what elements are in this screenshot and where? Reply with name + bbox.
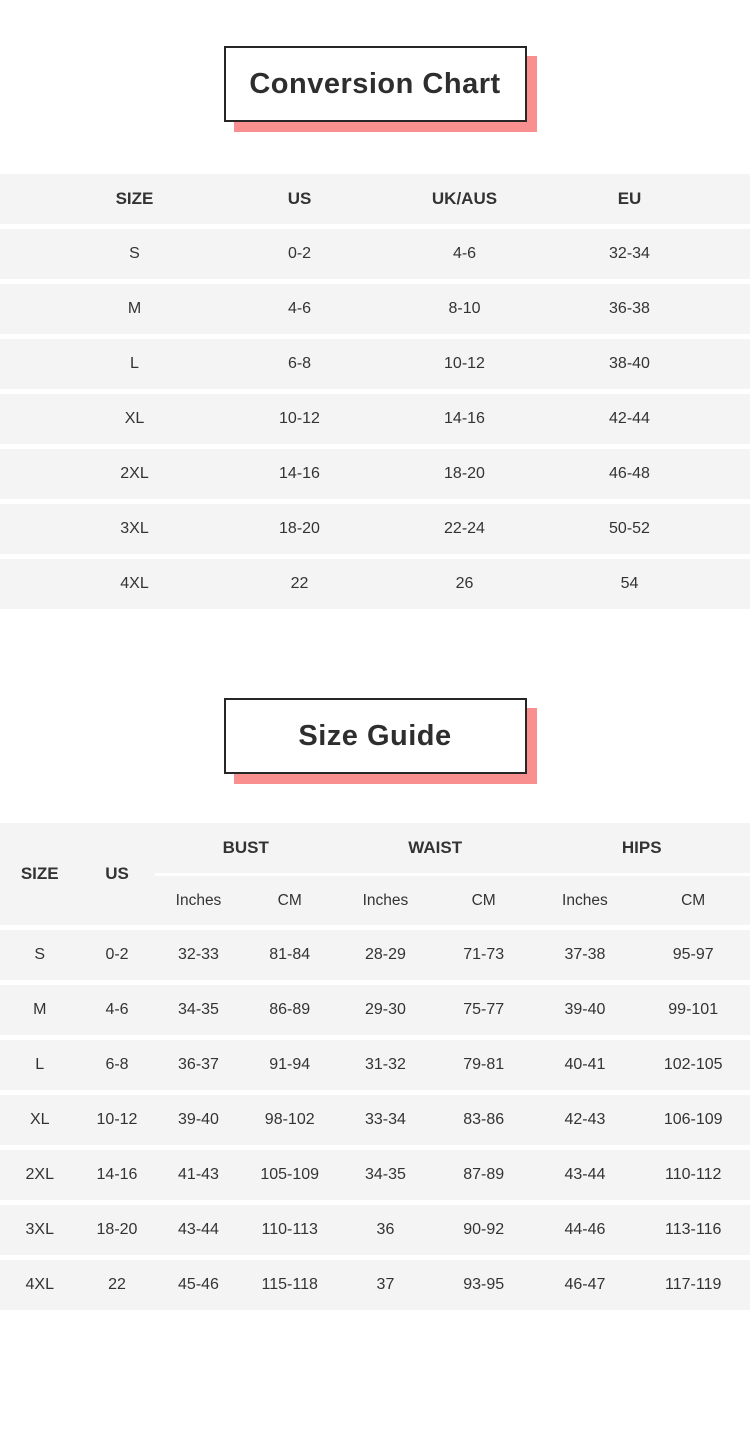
table-cell: 18-20 [444,465,485,482]
table-cell: 8-10 [448,300,481,317]
table-cell: 32-33 [178,946,219,963]
table-row [0,1040,750,1090]
subheader-hips-inches: Inches [562,891,608,909]
table-row [0,339,750,389]
table-cell: 41-43 [178,1166,219,1183]
table-cell: 6-8 [287,355,312,372]
table-cell: 42-43 [564,1111,606,1128]
table-cell: L [35,1056,45,1073]
table-cell: 29-30 [364,1001,406,1018]
column-header-us: US [287,189,312,208]
table-cell: 33-34 [364,1111,406,1128]
table-cell: 10-12 [96,1111,138,1128]
table-cell: 4XL [120,575,149,592]
size-guide-title: Size Guide [298,719,452,752]
table-cell: 28-29 [364,946,406,963]
table-cell: 31-32 [364,1056,406,1073]
column-header-eu: EU [617,189,642,208]
table-cell: 110-113 [261,1221,318,1238]
table-cell: 50-52 [609,520,650,537]
table-cell: 110-112 [665,1166,722,1183]
subheader-bust-cm: CM [277,891,302,909]
table-row [0,504,750,554]
table-cell: 40-41 [564,1056,606,1073]
table-cell: 2XL [120,465,149,482]
table-cell: 2XL [25,1166,54,1183]
table-cell: 117-119 [665,1276,722,1293]
table-cell: 0-2 [287,245,312,262]
column-header-ukaus: UK/AUS [431,189,498,208]
conversion-table-header-row [0,174,750,224]
table-cell: 44-46 [564,1221,606,1238]
table-row [0,559,750,609]
table-cell: 90-92 [463,1221,505,1238]
table-cell: 10-12 [444,355,485,372]
size-guide-table [0,823,750,1310]
table-cell: 46-47 [564,1276,606,1293]
column-header-size: SIZE [115,189,154,208]
table-cell: 4-6 [105,1001,129,1018]
table-cell: 95-97 [672,946,714,963]
table-cell: 83-86 [463,1111,505,1128]
table-row [0,394,750,444]
group-header-waist: WAIST [408,838,463,857]
size-guide-title-box [224,698,527,774]
table-cell: XL [124,410,145,427]
group-header-bust: BUST [222,838,269,857]
table-cell: 3XL [120,520,149,537]
table-cell: S [34,946,46,963]
table-cell: 39-40 [178,1111,219,1128]
conversion-table-body [0,229,750,609]
table-cell: 106-109 [663,1111,723,1128]
table-cell: 115-118 [261,1276,318,1293]
table-cell: 4-6 [287,300,312,317]
table-cell: XL [29,1111,50,1128]
column-header-us: US [105,864,129,883]
conversion-table [0,174,750,609]
table-row [0,449,750,499]
table-cell: 91-94 [269,1056,311,1073]
subheader-waist-inches: Inches [362,891,409,909]
table-cell: S [129,245,140,262]
size-guide-table-body [0,930,750,1310]
table-cell: 3XL [25,1221,54,1238]
table-cell: 81-84 [269,946,311,963]
table-cell: 71-73 [463,946,505,963]
subheader-bust-inches: Inches [175,891,222,909]
measurement-group-row [155,823,750,873]
table-cell: 43-44 [178,1221,219,1238]
table-cell: 34-35 [364,1166,406,1183]
table-cell: 14-16 [444,410,485,427]
table-cell: 26 [455,575,474,592]
table-cell: 45-46 [178,1276,219,1293]
unit-subheader-row [155,876,750,925]
table-cell: 54 [620,575,639,592]
table-cell: 32-34 [609,245,650,262]
table-cell: 46-48 [609,465,650,482]
table-row [0,930,750,980]
table-cell: 36-37 [178,1056,219,1073]
table-row [0,1205,750,1255]
table-cell: 10-12 [279,410,320,427]
table-cell: 22-24 [444,520,485,537]
size-guide-title-wrap [0,614,750,774]
table-cell: 79-81 [463,1056,505,1073]
table-cell: 98-102 [264,1111,315,1128]
table-cell: 0-2 [105,946,129,963]
measurement-columns-header [155,823,750,925]
table-cell: 113-116 [665,1221,722,1238]
table-cell: 14-16 [279,465,320,482]
table-row [0,1095,750,1145]
table-row [0,1260,750,1310]
table-cell: 105-109 [260,1166,320,1183]
table-cell: 75-77 [463,1001,505,1018]
table-row [0,985,750,1035]
table-cell: 36-38 [609,300,650,317]
table-row [0,284,750,334]
table-cell: 4XL [25,1276,54,1293]
conversion-chart-title-box [224,46,527,122]
table-cell: 37-38 [564,946,606,963]
table-cell: 42-44 [609,410,650,427]
subheader-hips-cm: CM [681,891,706,909]
table-cell: 86-89 [269,1001,311,1018]
table-cell: 18-20 [279,520,320,537]
size-guide-table-header [0,823,750,925]
table-row [0,229,750,279]
table-cell: 18-20 [96,1221,138,1238]
group-header-hips: HIPS [621,838,662,857]
table-cell: 22 [290,575,309,592]
table-cell: 93-95 [463,1276,505,1293]
table-row [0,1150,750,1200]
column-header-size: SIZE [20,864,59,883]
table-cell: 43-44 [564,1166,606,1183]
table-cell: M [127,300,142,317]
table-cell: 36 [376,1221,395,1238]
table-cell: 99-101 [668,1001,719,1018]
table-cell: 34-35 [178,1001,219,1018]
table-cell: L [130,355,139,372]
table-cell: M [33,1001,47,1018]
subheader-waist-cm: CM [471,891,496,909]
conversion-chart-title-wrap [0,0,750,122]
conversion-chart-title: Conversion Chart [249,67,501,100]
table-cell: 6-8 [105,1056,129,1073]
table-cell: 38-40 [609,355,650,372]
table-cell: 37 [376,1276,395,1293]
table-cell: 14-16 [96,1166,138,1183]
table-cell: 4-6 [452,245,477,262]
table-cell: 102-105 [663,1056,723,1073]
table-cell: 39-40 [564,1001,606,1018]
table-cell: 22 [108,1276,126,1293]
table-cell: 87-89 [463,1166,505,1183]
